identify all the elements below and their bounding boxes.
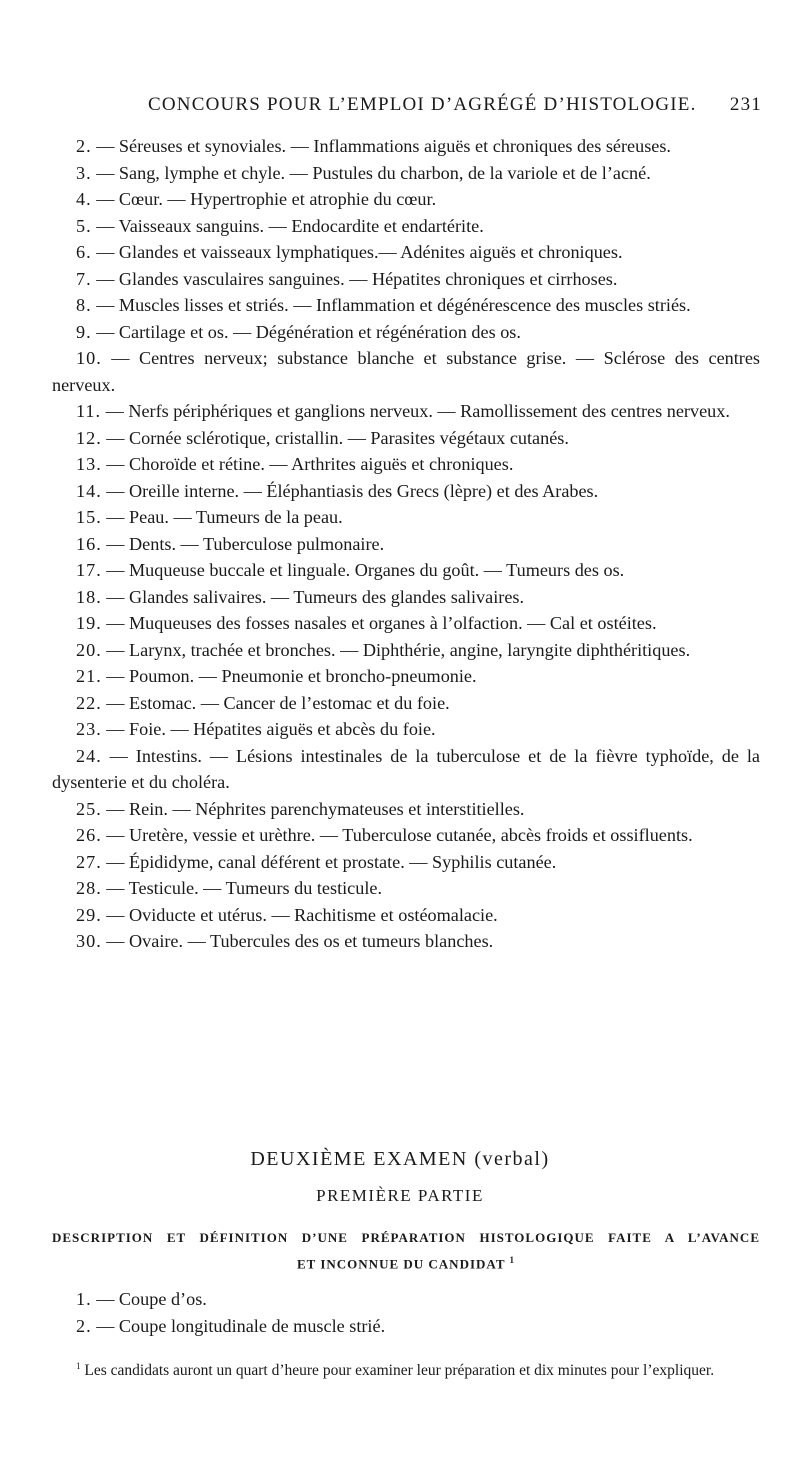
item-text: — Muqueuse buccale et linguale. Organes du goût. — Tumeurs des os. — [106, 560, 625, 580]
item-text: — Glandes vasculaires sanguines. — Hépatites chroniques et cirrhoses. — [96, 268, 618, 289]
item-text: — Oreille interne. — Éléphantiasis des Grecs (lèpre) et des Arabes. — [106, 480, 599, 501]
preparation-list — [52, 1286, 760, 1340]
list-item — [52, 398, 760, 425]
item-text: — Sang, lymphe et chyle. — Pustules du charbon, de la variole et de l’acné. — [96, 162, 651, 183]
item-number: 22. — [76, 692, 102, 713]
item-number: 14. — [76, 480, 102, 501]
item-number: 8. — [76, 295, 92, 315]
list-item — [52, 478, 760, 505]
item-text: — Glandes salivaires. — Tumeurs des glandes salivaires. — [106, 586, 525, 607]
list-item — [52, 557, 760, 584]
item-text: — Choroïde et rétine. — Arthrites aiguës et chroniques. — [106, 454, 514, 474]
item-text: — Vaisseaux sanguins. — Endocardite et endartérite. — [96, 215, 484, 236]
item-text: — Épididyme, canal déférent et prostate. — Syphilis cutanée. — [106, 851, 557, 872]
item-text: — Estomac. — Cancer de l’estomac et du foie. — [106, 692, 450, 713]
item-text: — Coupe longitudinale de muscle strié. — [96, 1316, 386, 1336]
item-text: — Muqueuses des fosses nasales et organes à l’olfaction. — Cal et ostéites. — [106, 613, 657, 633]
list-item — [52, 319, 760, 346]
item-text: — Muscles lisses et striés. — Inflammation et dégénérescence des muscles striés. — [96, 295, 691, 315]
item-number: 10. — [76, 348, 102, 368]
item-number: 28. — [76, 878, 102, 898]
list-item — [52, 637, 760, 664]
running-header — [148, 94, 762, 116]
item-number: 27. — [76, 851, 102, 872]
footnote — [52, 1356, 760, 1381]
list-item — [52, 133, 760, 160]
item-number: 11. — [76, 401, 102, 421]
item-text: — Intestins. — Lésions intestinales de la tuberculose et de la fièvre typhoïde, de la dysenterie et du choléra. — [52, 745, 760, 792]
item-text: — Glandes et vaisseaux lymphatiques.— Adénites aiguës et chroniques. — [96, 242, 623, 262]
description-line-2-text: ET INCONNUE DU CANDIDAT — [296, 1256, 506, 1272]
item-number: 12. — [76, 427, 102, 448]
item-number: 6. — [76, 242, 92, 262]
item-text: — Cœur. — Hypertrophie et atrophie du cœur. — [96, 189, 437, 209]
list-item — [52, 584, 760, 611]
item-number: 25. — [76, 798, 102, 819]
list-item — [52, 425, 760, 452]
item-number: 16. — [76, 533, 102, 554]
list-item — [52, 743, 760, 796]
item-text: — Uretère, vessie et urèthre. — Tuberculose cutanée, abcès froids et ossifluents. — [106, 825, 693, 845]
item-number: 2. — [76, 1316, 92, 1336]
list-item — [52, 266, 760, 293]
list-item — [52, 902, 760, 929]
description-line-1: DESCRIPTION ET DÉFINITION D’UNE PRÉPARATION HISTOLOGIQUE FAITE A L’AVANCE — [52, 1230, 760, 1245]
list-item — [52, 160, 760, 187]
list-item — [52, 663, 760, 690]
list-item — [52, 716, 760, 743]
list-item — [52, 610, 760, 637]
list-item — [52, 213, 760, 240]
list-item — [52, 1286, 760, 1313]
topic-list — [52, 133, 760, 955]
item-number: 13. — [76, 454, 102, 474]
item-number: 29. — [76, 904, 102, 925]
exam-title: DEUXIÈME EXAMEN (verbal) — [250, 1148, 550, 1170]
item-text: — Foie. — Hépatites aiguës et abcès du foie. — [106, 719, 436, 739]
item-number: 17. — [76, 560, 102, 580]
item-number: 18. — [76, 586, 102, 607]
item-number: 26. — [76, 825, 102, 845]
list-item — [52, 1313, 760, 1340]
list-item — [52, 292, 760, 319]
item-text: — Oviducte et utérus. — Rachitisme et ostéomalacie. — [106, 904, 498, 925]
item-text: — Poumon. — Pneumonie et broncho-pneumonie. — [106, 666, 477, 686]
list-item — [52, 504, 760, 531]
item-number: 20. — [76, 639, 102, 660]
description-heading — [52, 1226, 760, 1275]
item-text: — Nerfs périphériques et ganglions nerveux. — Ramollissement des centres nerveux. — [105, 401, 730, 421]
list-item — [52, 531, 760, 558]
item-text: — Cornée sclérotique, cristallin. — Parasites végétaux cutanés. — [106, 427, 569, 448]
list-item — [52, 690, 760, 717]
item-text: — Larynx, trachée et bronches. — Diphthérie, angine, laryngite diphthéritiques. — [106, 639, 691, 660]
item-text: — Dents. — Tuberculose pulmonaire. — [106, 533, 385, 554]
running-title: CONCOURS POUR L’EMPLOI D’AGRÉGÉ D’HISTOLOGIE. — [148, 94, 697, 115]
item-text: — Peau. — Tumeurs de la peau. — [106, 507, 343, 527]
item-number: 3. — [76, 162, 92, 183]
item-text: — Séreuses et synoviales. — Inflammations aiguës et chroniques des séreuses. — [96, 136, 671, 156]
item-number: 9. — [76, 321, 92, 342]
item-number: 2. — [76, 136, 92, 156]
list-item — [52, 239, 760, 266]
part-title: PREMIÈRE PARTIE — [316, 1186, 484, 1205]
list-item — [52, 928, 760, 955]
description-line-2 — [52, 1249, 760, 1275]
footnote-mark: 1 — [76, 1361, 81, 1371]
list-item — [52, 186, 760, 213]
item-number: 15. — [76, 507, 102, 527]
item-text: — Testicule. — Tumeurs du testicule. — [106, 878, 383, 898]
item-text: — Coupe d’os. — [96, 1289, 207, 1309]
footnote-reference: 1 — [509, 1255, 516, 1265]
item-text: — Ovaire. — Tubercules des os et tumeurs blanches. — [106, 931, 494, 951]
item-number: 21. — [76, 666, 102, 686]
item-number: 4. — [76, 189, 92, 209]
item-number: 30. — [76, 931, 102, 951]
item-text: — Rein. — Néphrites parenchymateuses et interstitielles. — [106, 798, 525, 819]
item-number: 1. — [76, 1289, 92, 1309]
list-item — [52, 849, 760, 876]
footnote-text: Les candidats auront un quart d’heure pour examiner leur préparation et dix minutes pour l’expliquer. — [84, 1362, 715, 1380]
item-number: 24. — [76, 745, 102, 766]
list-item — [52, 822, 760, 849]
item-number: 7. — [76, 268, 92, 289]
list-item — [52, 345, 760, 398]
item-number: 23. — [76, 719, 102, 739]
item-text: — Cartilage et os. — Dégénération et régénération des os. — [96, 321, 521, 342]
list-item — [52, 875, 760, 902]
list-item — [52, 796, 760, 823]
list-item — [52, 451, 760, 478]
item-text: — Centres nerveux; substance blanche et substance grise. — Sclérose des centres nerveux. — [52, 348, 760, 395]
item-number: 5. — [76, 215, 92, 236]
item-number: 19. — [76, 613, 102, 633]
page-number: 231 — [729, 94, 762, 115]
